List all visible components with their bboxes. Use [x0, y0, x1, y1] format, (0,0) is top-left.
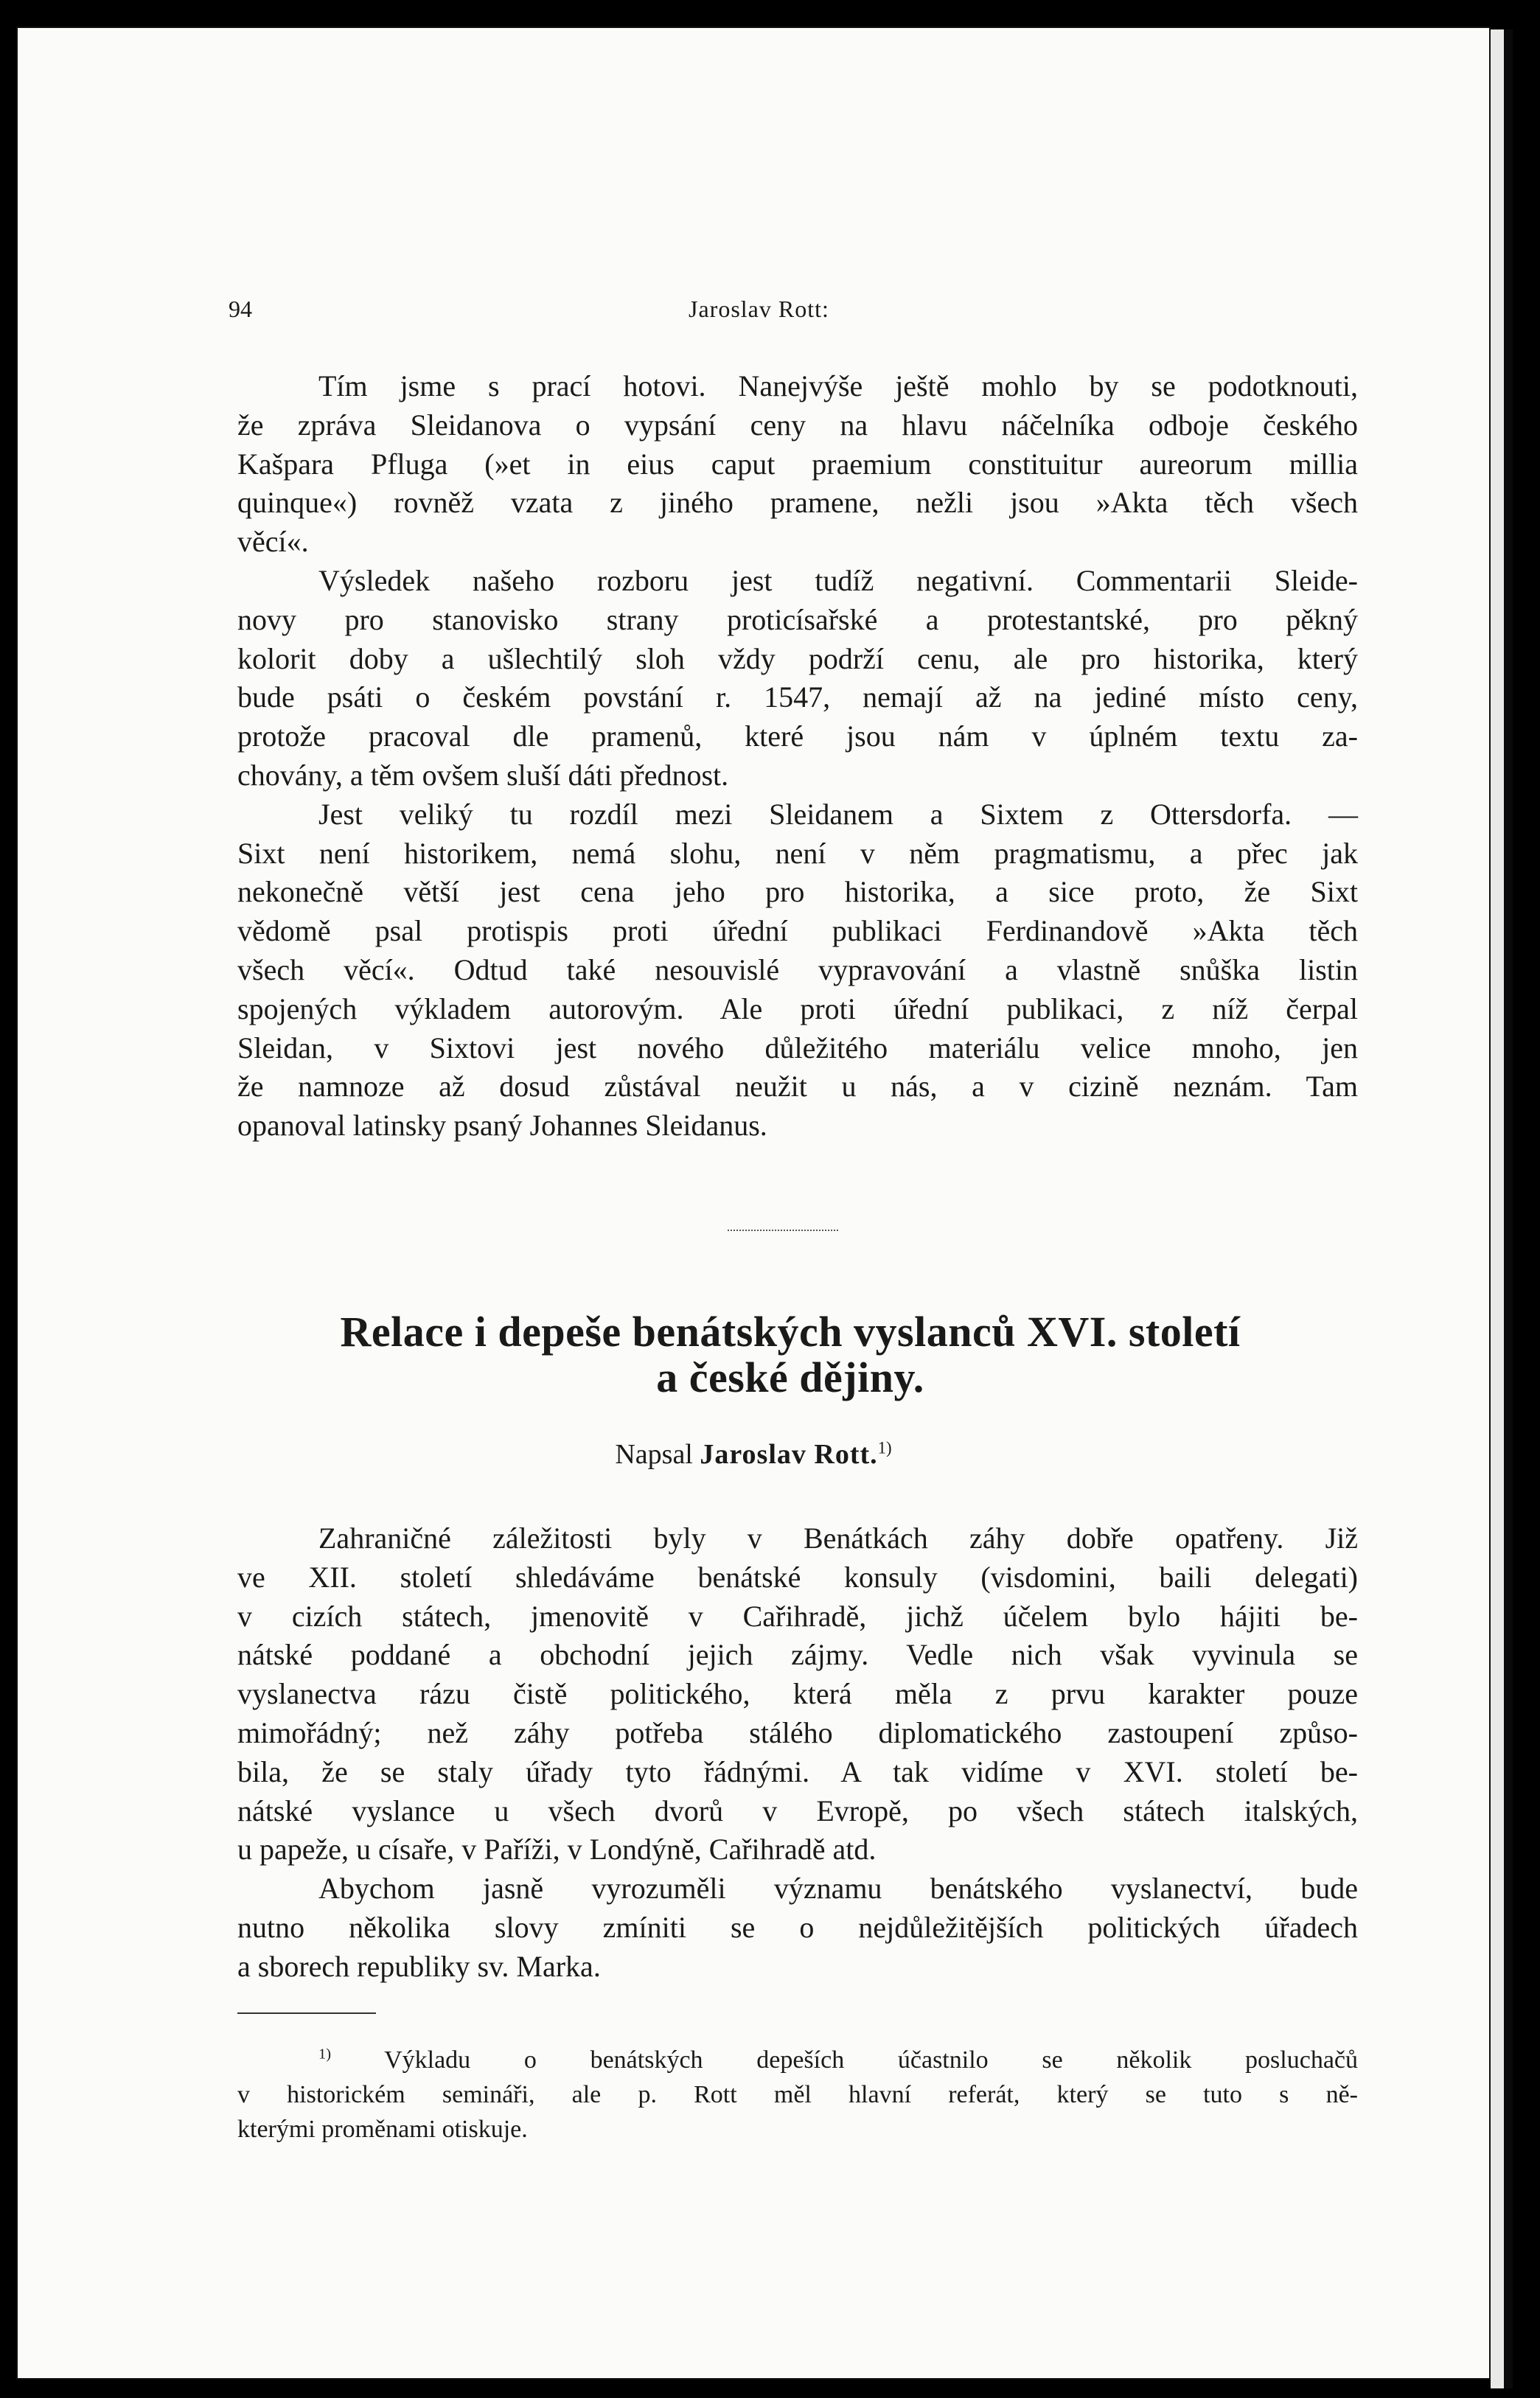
footnote-mark: 1)	[318, 2046, 331, 2063]
footnote-rule	[237, 2012, 376, 2014]
running-title: Jaroslav Rott:	[689, 296, 829, 322]
document-page	[16, 27, 1491, 2380]
text-line: nutno několika slovy zmíniti se o nejdůležitějších politických úřadech	[237, 1910, 1358, 1944]
byline	[16, 1438, 1491, 1471]
text-line: spojených výkladem autorovým. Ale proti úřední publikaci, z níž čerpal	[237, 991, 1358, 1025]
text-line: Tím jsme s prací hotovi. Nanejvýše ještě mohlo by se podotknouti,	[318, 369, 1358, 402]
footnote-line: v historickém semináři, ale p. Rott měl hlavní referát, který se tuto s ně-	[237, 2080, 1358, 2108]
text-line: opanoval latinsky psaný Johannes Sleidanus.	[237, 1109, 767, 1143]
running-head	[16, 296, 1491, 328]
text-line: nekonečně větší jest cena jeho pro historika, a sice proto, že Sixt	[237, 875, 1358, 909]
text-line: Jest veliký tu rozdíl mezi Sleidanem a Sixtem z Ottersdorfa. —	[318, 797, 1358, 831]
text-line: u papeže, u císaře, v Paříži, v Londýně, Cařihradě atd.	[237, 1833, 877, 1867]
text-line: chovány, a těm ovšem sluší dáti přednost.	[237, 758, 729, 792]
footnote-text: Výkladu o benátských depeších účastnilo se několik posluchačů	[384, 2046, 1359, 2074]
text-line: Zahraničné záležitosti byly v Benátkách záhy dobře opatřeny. Již	[318, 1522, 1358, 1555]
byline-footnote-mark: 1)	[877, 1438, 892, 1457]
text-line: a sborech republiky sv. Marka.	[237, 1949, 601, 1983]
text-line: bude psáti o českém povstání r. 1547, nemají až na jediné místo ceny,	[237, 680, 1358, 714]
byline-prefix: Napsal	[615, 1439, 693, 1470]
text-line: vědomě psal protispis proti úřední publikaci Ferdinandově »Akta těch	[237, 914, 1358, 948]
text-line: že zpráva Sleidanova o vypsání ceny na hlavu náčelníka odboje českého	[237, 408, 1358, 442]
text-line: věcí«.	[237, 525, 309, 559]
text-line: vyslanectva rázu čistě politického, která měla z prvu karakter pouze	[237, 1677, 1358, 1711]
text-line: všech věcí«. Odtud také nesouvislé vypravování a vlastně snůška listin	[237, 952, 1358, 986]
text-line: nátské vyslance u všech dvorů v Evropě, po všech státech italských,	[237, 1794, 1358, 1827]
section-divider	[728, 1230, 838, 1231]
byline-author: Jaroslav Rott.	[700, 1439, 878, 1470]
text-line: bila, že se staly úřady tyto řádnými. A tak vidíme v XVI. století be-	[237, 1754, 1358, 1788]
article-title-line-2: a české dějiny.	[656, 1353, 924, 1401]
text-line: nátské poddané a obchodní jejich zájmy. Vedle nich však vyvinula se	[237, 1638, 1358, 1672]
text-line: Sixt není historikem, nemá slohu, není v něm pragmatismu, a přec jak	[237, 836, 1358, 870]
text-line: Abychom jasně vyrozuměli významu benátského vyslanectví, bude	[318, 1872, 1358, 1906]
text-line: Výsledek našeho rozboru jest tudíž negativní. Commentarii Sleide-	[318, 563, 1358, 597]
footnote-line	[237, 2043, 1358, 2078]
text-line: že namnoze až dosud zůstával neužit u nás, a v cizině neznám. Tam	[237, 1070, 1358, 1104]
article-title	[164, 1309, 1417, 1401]
text-line: quinque«) rovněž vzata z jiného pramene, nežli jsou »Akta těch všech	[237, 486, 1358, 520]
text-line: protože pracoval dle pramenů, které jsou nám v úplném textu za-	[237, 719, 1358, 753]
text-line: Kašpara Pfluga (»et in eius caput praemium constituitur aureorum millia	[237, 447, 1358, 481]
footnote-line: kterými proměnami otiskuje.	[237, 2115, 528, 2143]
text-line: mimořádný; než záhy potřeba stálého diplomatického zastoupení způso-	[237, 1715, 1358, 1749]
text-line: v cizích státech, jmenovitě v Cařihradě, jichž účelem bylo hájiti be-	[237, 1599, 1358, 1633]
text-line: ve XII. století shledáváme benátské konsuly (visdomini, baili delegati)	[237, 1560, 1358, 1594]
text-line: kolorit doby a ušlechtilý sloh vždy podrží cenu, ale pro historika, který	[237, 641, 1358, 675]
text-line: novy pro stanovisko strany proticísařské a protestantské, pro pěkný	[237, 602, 1358, 636]
previous-article-text	[237, 367, 1358, 1146]
footnote	[237, 2043, 1358, 2147]
text-line: Sleidan, v Sixtovi jest nového důležitého materiálu velice mnoho, jen	[237, 1031, 1358, 1064]
article-title-line-1: Relace i depeše benátských vyslanců XVI. století	[340, 1308, 1241, 1356]
page-number: 94	[229, 296, 252, 322]
article-body	[237, 1519, 1358, 1987]
scan-edge	[1491, 29, 1513, 2388]
